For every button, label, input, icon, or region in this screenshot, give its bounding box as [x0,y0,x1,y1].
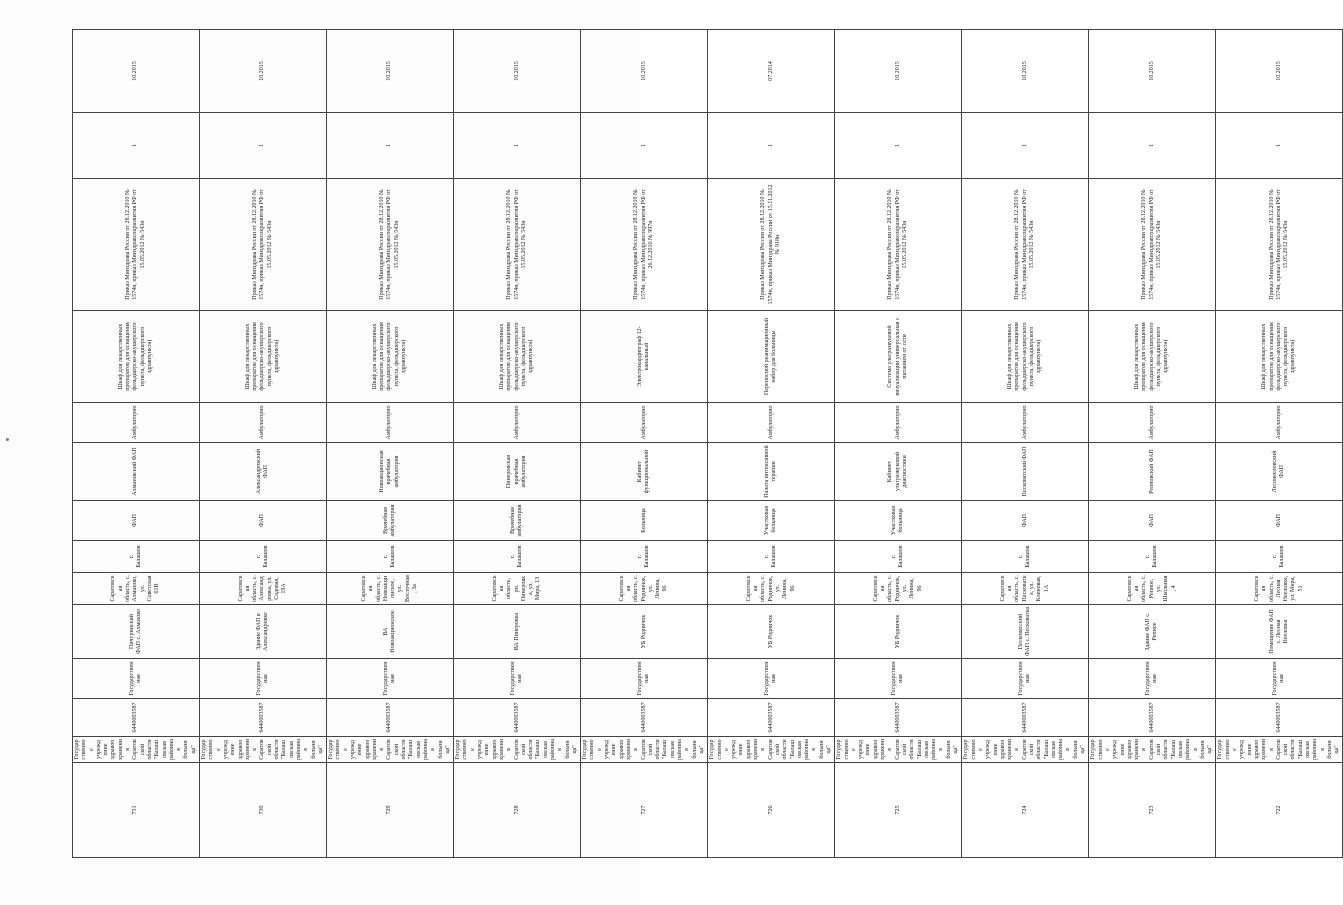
table-cell: Амбулаторно [454,403,581,443]
table-cell: 725 [835,763,962,858]
table-cell: Саратовская область, с. Родничок, ул. Ленина, 96 [581,573,708,605]
table-cell: Государственная [581,659,708,699]
table-cell: Государственное учреждение здравоохранения Саратовской области "Балашовская районная больница" [835,737,962,763]
table-cell: Пинеровская врачебная амбулатория [454,443,581,501]
table-cell: Новоакционская врачебная амбулатория [327,443,454,501]
equipment-table [72,29,1343,858]
table-cell: Шкаф для лекарственных препаратов для оснащения фельдшерско-акушерского пункта, фельдшерского здравпункта) [200,311,327,403]
table-cell: г. Балашов [73,541,200,573]
table-cell: 6440003587 [454,699,581,737]
table-cell: Государственная [708,659,835,699]
table-cell: Больница [581,501,708,541]
table-cell: 10.2015 [581,30,708,113]
table-cell: 6440003587 [835,699,962,737]
table-cell: 6440003587 [73,699,200,737]
table-cell: 1 [835,113,962,179]
table-cell: 1 [962,113,1089,179]
table-cell: 6440003587 [327,699,454,737]
table-cell: Саратовская область, с. Родничок, ул. Ленина, 96 [835,573,962,605]
table-cell: 10.2015 [200,30,327,113]
table-cell: Государственное учреждение здравоохранения Саратовской области "Балашовская районная больница" [1089,737,1216,763]
table-cell: 1 [200,113,327,179]
table-row [835,30,962,858]
table-row [200,30,327,858]
table-cell: 6440003587 [581,699,708,737]
table-cell: Амбулаторно [200,403,327,443]
table-cell: 1 [73,113,200,179]
table-cell: Здание ФАП в Александровке [200,605,327,659]
table-cell: 729 [327,763,454,858]
table-cell: 723 [1089,763,1216,858]
table-cell: Помещение ФАП с. Лесная Нееловка [1216,605,1343,659]
table-cell: г. Балашов [1089,541,1216,573]
table-cell: г. Балашов [962,541,1089,573]
table-body [73,30,1343,858]
table-cell: г. Балашов [708,541,835,573]
table-cell: 6440003587 [1216,699,1343,737]
table-cell: Участковая больница [835,501,962,541]
table-cell: УБ Родничок [835,605,962,659]
table-cell: Саратовская область, рп. Пинеровка, ул. Мира, 13 [454,573,581,605]
table-cell: Государственное учреждение здравоохранения Саратовской области "Балашовская районная больница" [327,737,454,763]
table-cell: Государственная [1216,659,1343,699]
table-cell: Приказ Минздрава России от 28.12.2010 № 1574н, приказ Минздравсоцразвития РФ от 15.05.2012 № 543н [200,179,327,311]
table-cell: Государственное учреждение здравоохранения Саратовской области "Балашовская районная больница" [200,737,327,763]
table-cell: Государственное учреждение здравоохранения Саратовской области "Балашовская районная больница" [962,737,1089,763]
table-cell: Приказ Минздрава России от 28.12.2010 № 1574н, приказ Минздравсоцразвития РФ от 15.05.2012 № 543н [835,179,962,311]
table-cell: Амбулаторно [1216,403,1343,443]
rotated-table-wrapper [72,50,1341,858]
table-row [73,30,200,858]
scan-dot [6,438,9,441]
table-cell: Шкаф для лекарственных препаратов для оснащения фельдшерско-акушерского пункта, фельдшерского здравпункта) [327,311,454,403]
table-cell: ВА Пинеровка [454,605,581,659]
table-cell: Государственное учреждение здравоохранения Саратовской области "Балашовская районная больница" [1216,737,1343,763]
table-cell: 1 [581,113,708,179]
table-cell: Амбулаторно [73,403,200,443]
table-cell: Государственное учреждение здравоохранения Саратовской области "Балашовская районная больница" [454,737,581,763]
table-cell: Саратовская область, с. Алмазово, ул. Советская 61В [73,573,200,605]
table-cell: Шкаф для лекарственных препаратов для оснащения фельдшерско-акушерского пункта, фельдшерского здравпункта) [454,311,581,403]
table-cell: Приказ Минздрава России от 28.12.2010 № 1574н, приказ Минздрава России от 15.11.2012 № 918н [708,179,835,311]
table-cell: 10.2015 [1216,30,1343,113]
table-cell: 10.2015 [962,30,1089,113]
table-cell: Амбулаторно [327,403,454,443]
table-cell: Саратовская область, с. Песковатка, ул. Кленовая, 1А [962,573,1089,605]
table-cell: Саратовская область, с. Новоакционское, ул. Восточная, 3а [327,573,454,605]
table-cell: Шкаф для лекарственных препаратов для оснащения фельдшерско-акушерского пункта, фельдшерского здравпункта) [1216,311,1343,403]
table-cell: Шкаф для лекарственных препаратов для оснащения фельдшерско-акушерского пункта, фельдшерского здравпункта) [73,311,200,403]
table-cell: Саратовская область, с. Александровка, ул. Садовая, 19А [200,573,327,605]
table-cell: 727 [581,763,708,858]
table-row [1089,30,1216,858]
table-cell: 6440003587 [962,699,1089,737]
table-cell: 10.2015 [73,30,200,113]
table-row [962,30,1089,858]
table-cell: Государственная [200,659,327,699]
table-cell: Государственная [1089,659,1216,699]
table-cell: Амбулаторно [581,403,708,443]
table-cell: 1 [1216,113,1343,179]
table-cell: 1 [1089,113,1216,179]
table-cell: г. Балашов [327,541,454,573]
table-cell: Приказ Минздрава России от 28.12.2010 № 1574н, приказ Минздравсоцразвития РФ от 15.05.2012 № 543н [73,179,200,311]
table-cell: Приказ Минздрава России от 28.12.2010 № 1574н, приказ Минздравсоцразвития РФ от 15.05.2012 № 543н [454,179,581,311]
table-cell: г. Балашов [1216,541,1343,573]
table-cell: Приказ Минздрава России от 28.12.2010 № 1574н, приказ Минздравсоцразвития РФ от 15.05.2012 № 543н [327,179,454,311]
table-cell: 724 [962,763,1089,858]
table-cell: Песковатский ФАП [962,443,1089,501]
table-cell: Приказ Минздрава России от 28.12.2010 № 1574н, приказ Минздравсоцразвития РФ от 15.05.2012 № 543н [1089,179,1216,311]
table-cell: 1 [708,113,835,179]
table-cell: Саратовская область, с. Родничок, ул. Ленина, 96 [708,573,835,605]
table-row [581,30,708,858]
table-cell: 10.2015 [454,30,581,113]
table-cell: 6440003587 [708,699,835,737]
table-cell: ВА Новоакционское [327,605,454,659]
table-cell: Алмазовский ФАП [73,443,200,501]
table-cell: г. Балашов [454,541,581,573]
table-cell: Государственное учреждение здравоохранения Саратовской области "Балашовская районная больница" [73,737,200,763]
table-cell: Шкаф для лекарственных препаратов для оснащения фельдшерско-акушерского пункта, фельдшерского здравпункта) [962,311,1089,403]
table-cell: 10.2015 [835,30,962,113]
table-cell: г. Балашов [200,541,327,573]
table-cell: Пичуринский ФАП с. Алмазово [73,605,200,659]
table-cell: Саратовская область, с. Репное, ул. Школьная, 4 [1089,573,1216,605]
table-cell: Шкаф для лекарственных препаратов для оснащения фельдшерско-акушерского пункта, фельдшерского здравпункта) [1089,311,1216,403]
table-cell: 722 [1216,763,1343,858]
table-cell: 07.2014 [708,30,835,113]
table-cell: Лесонееловский ФАП [1216,443,1343,501]
table-cell: ФАП [200,501,327,541]
table-cell: Александровский ФАП [200,443,327,501]
table-row [327,30,454,858]
table-cell: г. Балашов [835,541,962,573]
table-cell: Врачебная амбулатория [327,501,454,541]
table-cell: 6440003587 [1089,699,1216,737]
table-cell: Амбулаторно [835,403,962,443]
table-cell: 6440003587 [200,699,327,737]
table-cell: Палата интенсивной терапии [708,443,835,501]
table-cell: Кабинет функциональной [581,443,708,501]
table-cell: Система ультразвуковой визуализации универсальная с питанием от сети [835,311,962,403]
table-cell: Государственная [327,659,454,699]
table-cell: 731 [73,763,200,858]
table-cell: 10.2015 [1089,30,1216,113]
table-cell: Государственная [962,659,1089,699]
table-cell: Государственная [835,659,962,699]
table-cell: 1 [327,113,454,179]
table-cell: Государственная [73,659,200,699]
table-cell: Приказ Минздрава России от 28.12.2010 № 1574н, приказ Минздравсоцразвития РФ от 15.05.2012 № 543н [962,179,1089,311]
table-cell: 728 [454,763,581,858]
table-cell: Участковая больница [708,501,835,541]
table-cell: Государственная [454,659,581,699]
table-row [454,30,581,858]
table-cell: УБ Родничок [581,605,708,659]
table-cell: Амбулаторно [962,403,1089,443]
table-cell: г. Балашов [581,541,708,573]
table-cell: Кабинет ультразвуковой диагностики [835,443,962,501]
table-cell: Государственное учреждение здравоохранения Саратовской области "Балашовская районная больница" [581,737,708,763]
table-cell: ФАП [1216,501,1343,541]
table-cell: Врачебная амбулатория [454,501,581,541]
table-row [708,30,835,858]
table-cell: Здание ФАП с. Репное [1089,605,1216,659]
table-row [1216,30,1343,858]
table-cell: Амбулаторно [1089,403,1216,443]
table-cell: Переносной реанимационный набор для больницы [708,311,835,403]
table-cell: ФАП [962,501,1089,541]
table-cell: Государственное учреждение здравоохранения Саратовской области "Балашовская районная больница" [708,737,835,763]
table-cell: Саратовская область, с. Лесная Нееловка, ул. Мира, 51 [1216,573,1343,605]
table-cell: 726 [708,763,835,858]
table-cell: Репновский ФАП [1089,443,1216,501]
table-cell: 730 [200,763,327,858]
table-cell: Приказ Минздрава России от 28.12.2010 № 1574н, приказ Минздравсоцразвития РФ от 15.05.2012 № 543н [1216,179,1343,311]
table-cell: УБ Родничок [708,605,835,659]
table-cell: Приказ Минздрава России от 28.12.2010 № 1574н, приказ Минздравсоцразвития РФ от 26.12.2016 № 997н [581,179,708,311]
table-cell: Песковатский ФАП с. Песковатка [962,605,1089,659]
table-cell: Амбулаторно [708,403,835,443]
table-cell: ФАП [73,501,200,541]
table-cell: 1 [454,113,581,179]
table-cell: Электрокардиограф 12-канальный [581,311,708,403]
table-cell: 10.2015 [327,30,454,113]
table-cell: ФАП [1089,501,1216,541]
